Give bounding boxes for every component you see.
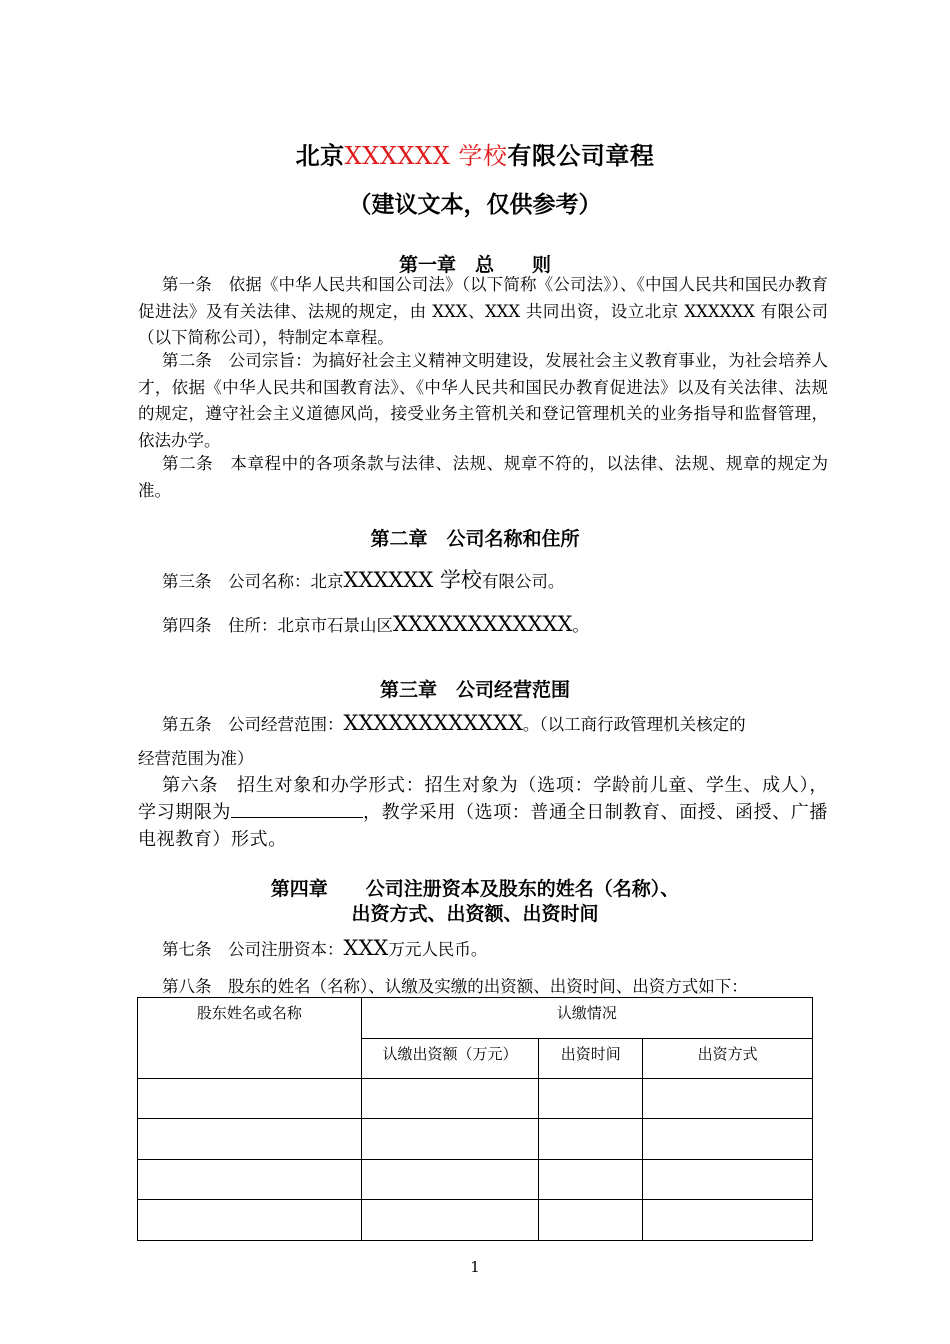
table-row xyxy=(138,1200,813,1241)
table-cell xyxy=(138,1119,362,1160)
table-cell xyxy=(138,1200,362,1241)
article-3-suffix: 有限公司。 xyxy=(481,572,565,591)
article-6-part1: 第六条 招生对象和办学形式：招生对象为（选项：学龄前儿童、学生、成人），学习期限为 xyxy=(138,775,828,823)
article-7 xyxy=(162,936,487,960)
shareholder-table xyxy=(137,997,813,1241)
article-6-part2: ，教学采用（选项：普通全日制教育、面授、函授、广播电视教育）形式。 xyxy=(138,802,828,850)
table-cell xyxy=(361,1119,539,1160)
table-cell xyxy=(138,1079,362,1119)
article-3 xyxy=(162,564,564,594)
chapter-4-heading-line1: 第四章 公司注册资本及股东的姓名（名称）、 xyxy=(270,878,680,900)
table-cell xyxy=(643,1160,813,1200)
article-5-note: 。（以工商行政管理机关核定的 xyxy=(522,715,746,734)
table-row xyxy=(138,1079,813,1119)
document-subtitle: （建议文本，仅供参考） xyxy=(348,192,602,218)
header-time: 出资时间 xyxy=(539,1039,643,1079)
article-5 xyxy=(162,711,746,735)
table-cell xyxy=(361,1079,539,1119)
article-5-scope: XXXXXXXXXXXX xyxy=(343,711,523,735)
header-amount: 认缴出资额（万元） xyxy=(361,1039,539,1079)
article-7-capital: XXX xyxy=(343,936,389,960)
article-4-label: 第四条 住所：北京市石景山区 xyxy=(162,616,393,635)
table-cell xyxy=(643,1079,813,1119)
title-prefix: 北京 xyxy=(295,142,345,170)
article-8: 第八条 股东的姓名（名称）、认缴及实缴的出资额、出资时间、出资方式如下： xyxy=(162,977,748,996)
chapter-2-heading: 第二章 公司名称和住所 xyxy=(370,528,580,550)
table-cell xyxy=(361,1160,539,1200)
article-4-suffix: 。 xyxy=(572,616,589,635)
article-7-suffix: 万元人民币。 xyxy=(388,940,488,959)
table-cell xyxy=(539,1119,643,1160)
chapter-1-heading: 第一章 总 则 xyxy=(398,254,551,276)
title-suffix: 有限公司章程 xyxy=(507,142,655,170)
article-2: 第二条 公司宗旨：为搞好社会主义精神文明建设，发展社会主义教育事业，为社会培养人才，依据《中华人民共和国教育法》、《中华人民共和国民办教育促进法》以及有关法律、法规的规定，遵守社会主义道德风尚，接受业务主管机关和登记管理机关的业务指导和监督管理，依法办学。 xyxy=(138,351,828,450)
chapter-3-heading: 第三章 公司经营范围 xyxy=(379,679,570,701)
article-5-label: 第五条 公司经营范围： xyxy=(162,715,344,734)
table-cell xyxy=(361,1200,539,1241)
table-cell xyxy=(643,1119,813,1160)
document-title xyxy=(0,136,950,171)
study-period-blank xyxy=(231,799,363,818)
table-cell xyxy=(539,1160,643,1200)
table-cell xyxy=(539,1200,643,1241)
article-5-line2: 经营范围为准） xyxy=(138,749,254,768)
header-shareholder-name: 股东姓名或名称 xyxy=(138,998,362,1079)
article-2b: 第二条 本章程中的各项条款与法律、法规、规章不符的，以法律、法规、规章的规定为准。 xyxy=(138,454,828,500)
title-school-name: XXXXXX 学校 xyxy=(344,142,508,170)
table-row xyxy=(138,1119,813,1160)
header-subscription: 认缴情况 xyxy=(361,998,812,1039)
article-1: 第一条 依据《中华人民共和国公司法》（以下简称《公司法》）、《中国人民共和国民办教育促进法》及有关法律、法规的规定，由 XXX、XXX 共同出资，设立北京 XXXXXX 有限公司（以下简称公司），特制定本章程。 xyxy=(138,275,828,347)
table-cell xyxy=(138,1160,362,1200)
chapter-4-heading-line2: 出资方式、出资额、出资时间 xyxy=(351,903,599,925)
table-cell xyxy=(539,1079,643,1119)
article-4 xyxy=(162,612,589,636)
header-method: 出资方式 xyxy=(643,1039,813,1079)
article-3-name: XXXXXX 学校 xyxy=(343,568,482,592)
article-6 xyxy=(138,772,828,853)
article-4-address: XXXXXXXXXXXX xyxy=(393,612,573,636)
article-7-label: 第七条 公司注册资本： xyxy=(162,940,344,959)
table-row xyxy=(138,1160,813,1200)
article-3-label: 第三条 公司名称：北京 xyxy=(162,572,344,591)
table-cell xyxy=(643,1200,813,1241)
page-number: 1 xyxy=(470,1258,480,1276)
